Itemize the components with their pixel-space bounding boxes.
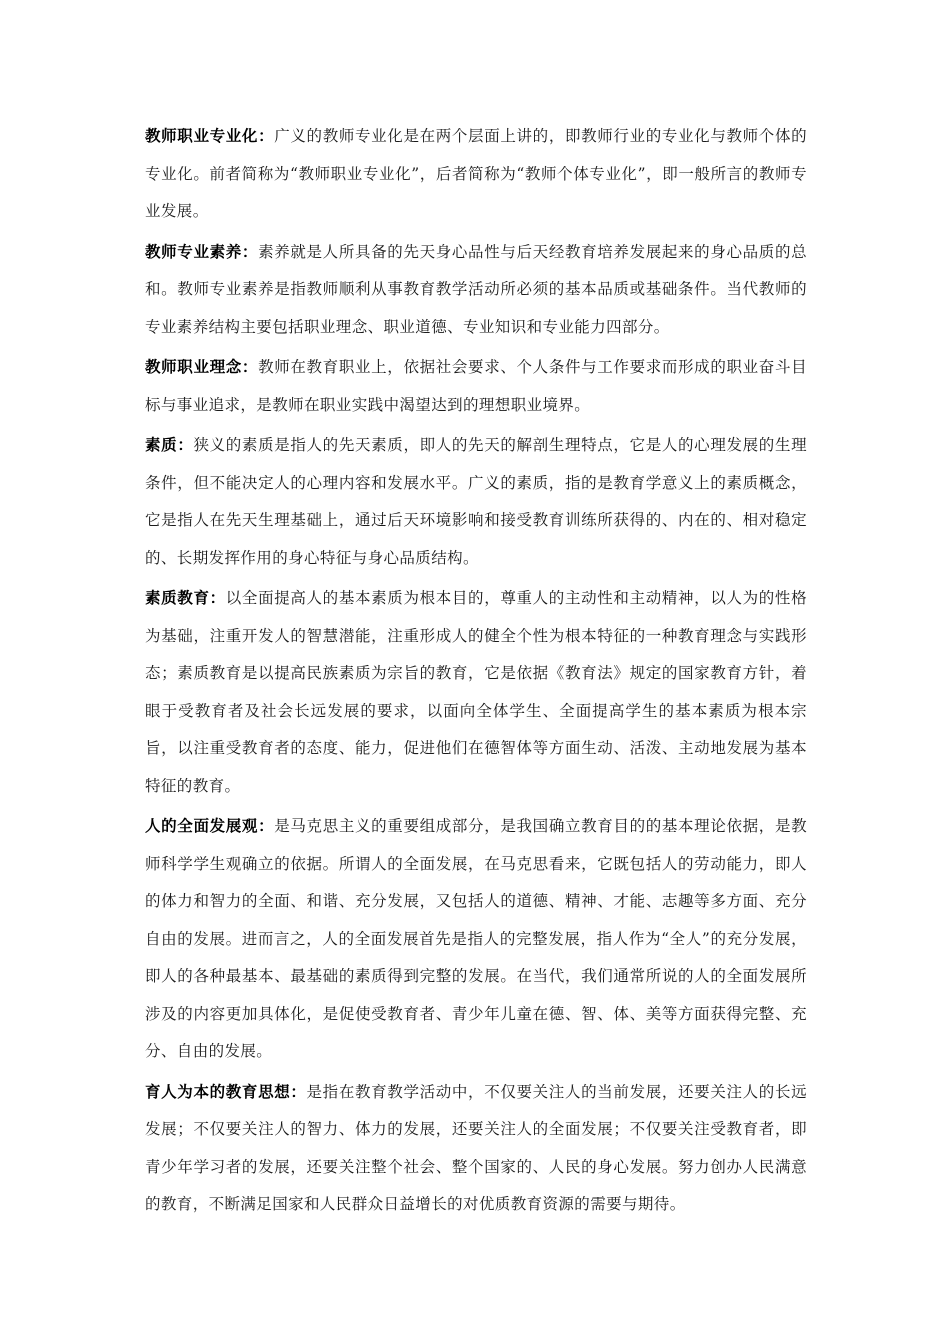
entry-term: 素质教育 xyxy=(145,589,210,607)
entry-term: 教师职业专业化 xyxy=(145,127,259,145)
entry-separator: ： xyxy=(258,127,275,145)
entry-separator: ： xyxy=(209,589,226,607)
entry-separator: ： xyxy=(258,817,275,835)
entry-term: 教师专业素养 xyxy=(145,242,242,261)
glossary-entry-teacher-professional-quality xyxy=(145,234,807,347)
entry-separator: ： xyxy=(177,436,194,454)
entry-definition: 是指在教育教学活动中，不仅要关注人的当前发展，还要关注人的长远发展；不仅要关注人的智力、体力的发展，还要关注人的全面发展；不仅要关注受教育者，即青少年学习者的发展，还要关注整个社会、整个国家的、人民的身心发展。努力创办人民满意的教育，不断满足国家和人民群众日益增长的对优质教育资源的需要与期待。 xyxy=(145,1082,807,1213)
entry-definition: 教师在教育职业上，依据社会要求、个人条件与工作要求而形成的职业奋斗目标与事业追求，是教师在职业实践中渴望达到的理想职业境界。 xyxy=(145,358,807,414)
entry-definition: 素养就是人所具备的先天身心品性与后天经教育培养发展起来的身心品质的总和。教师专业素养是指教师顺利从事教育教学活动所必须的基本品质或基础条件。当代教师的专业素养结构主要包括职业理念、职业道德、专业知识和专业能力四部分。 xyxy=(145,242,807,336)
entry-definition: 是马克思主义的重要组成部分，是我国确立教育目的的基本理论依据，是教师科学学生观确立的依据。所谓人的全面发展，在马克思看来，它既包括人的劳动能力，即人的体力和智力的全面、和谐、充分发展，又包括人的道德、精神、才能、志趣等多方面、充分自由的发展。进而言之，人的全面发展首先是指人的完整发展，指人作为“全人”的充分发展，即人的各种最基本、最基础的素质得到完整的发展。在当代，我们通常所说的人的全面发展所涉及的内容更加具体化，是促使受教育者、青少年儿童在德、智、体、美等方面获得完整、充分、自由的发展。 xyxy=(145,817,807,1060)
glossary-entry-quality xyxy=(145,427,807,577)
glossary-entry-teacher-occupational-professionalization xyxy=(145,118,807,231)
glossary-body xyxy=(145,118,807,1227)
glossary-entry-people-oriented-education xyxy=(145,1074,807,1224)
entry-term: 育人为本的教育思想 xyxy=(145,1082,291,1101)
entry-separator: ： xyxy=(241,358,259,376)
glossary-entry-all-round-development xyxy=(145,808,807,1071)
entry-definition: 广义的教师专业化是在两个层面上讲的，即教师行业的专业化与教师个体的专业化。前者简称为“教师职业专业化”，后者简称为“教师个体专业化”，即一般所言的教师专业发展。 xyxy=(145,127,807,220)
glossary-entry-quality-education xyxy=(145,580,807,805)
entry-term: 素质 xyxy=(145,436,178,454)
entry-separator: ： xyxy=(290,1082,307,1101)
entry-term: 人的全面发展观 xyxy=(145,817,259,835)
entry-definition: 以全面提高人的基本素质为根本目的，尊重人的主动性和主动精神，以人为的性格为基础，注重开发人的智慧潜能，注重形成人的健全个性为根本特征的一种教育理念与实践形态；素质教育是以提高民族素质为宗旨的教育，它是依据《教育法》规定的国家教育方针，着眼于受教育者及社会长远发展的要求，以面向全体学生、全面提高学生的基本素质为根本宗旨，以注重受教育者的态度、能力，促进他们在德智体等方面生动、活泼、主动地发展为基本特征的教育。 xyxy=(145,589,807,795)
entry-separator: ： xyxy=(241,242,259,261)
glossary-entry-teacher-occupational-philosophy xyxy=(145,349,807,424)
entry-definition: 狭义的素质是指人的先天素质，即人的先天的解剖生理特点，它是人的心理发展的生理条件，但不能决定人的心理内容和发展水平。广义的素质，指的是教育学意义上的素质概念，它是指人在先天生理基础上，通过后天环境影响和接受教育训练所获得的、内在的、相对稳定的、长期发挥作用的身心特征与身心品质结构。 xyxy=(145,436,807,567)
entry-term: 教师职业理念 xyxy=(145,358,242,376)
